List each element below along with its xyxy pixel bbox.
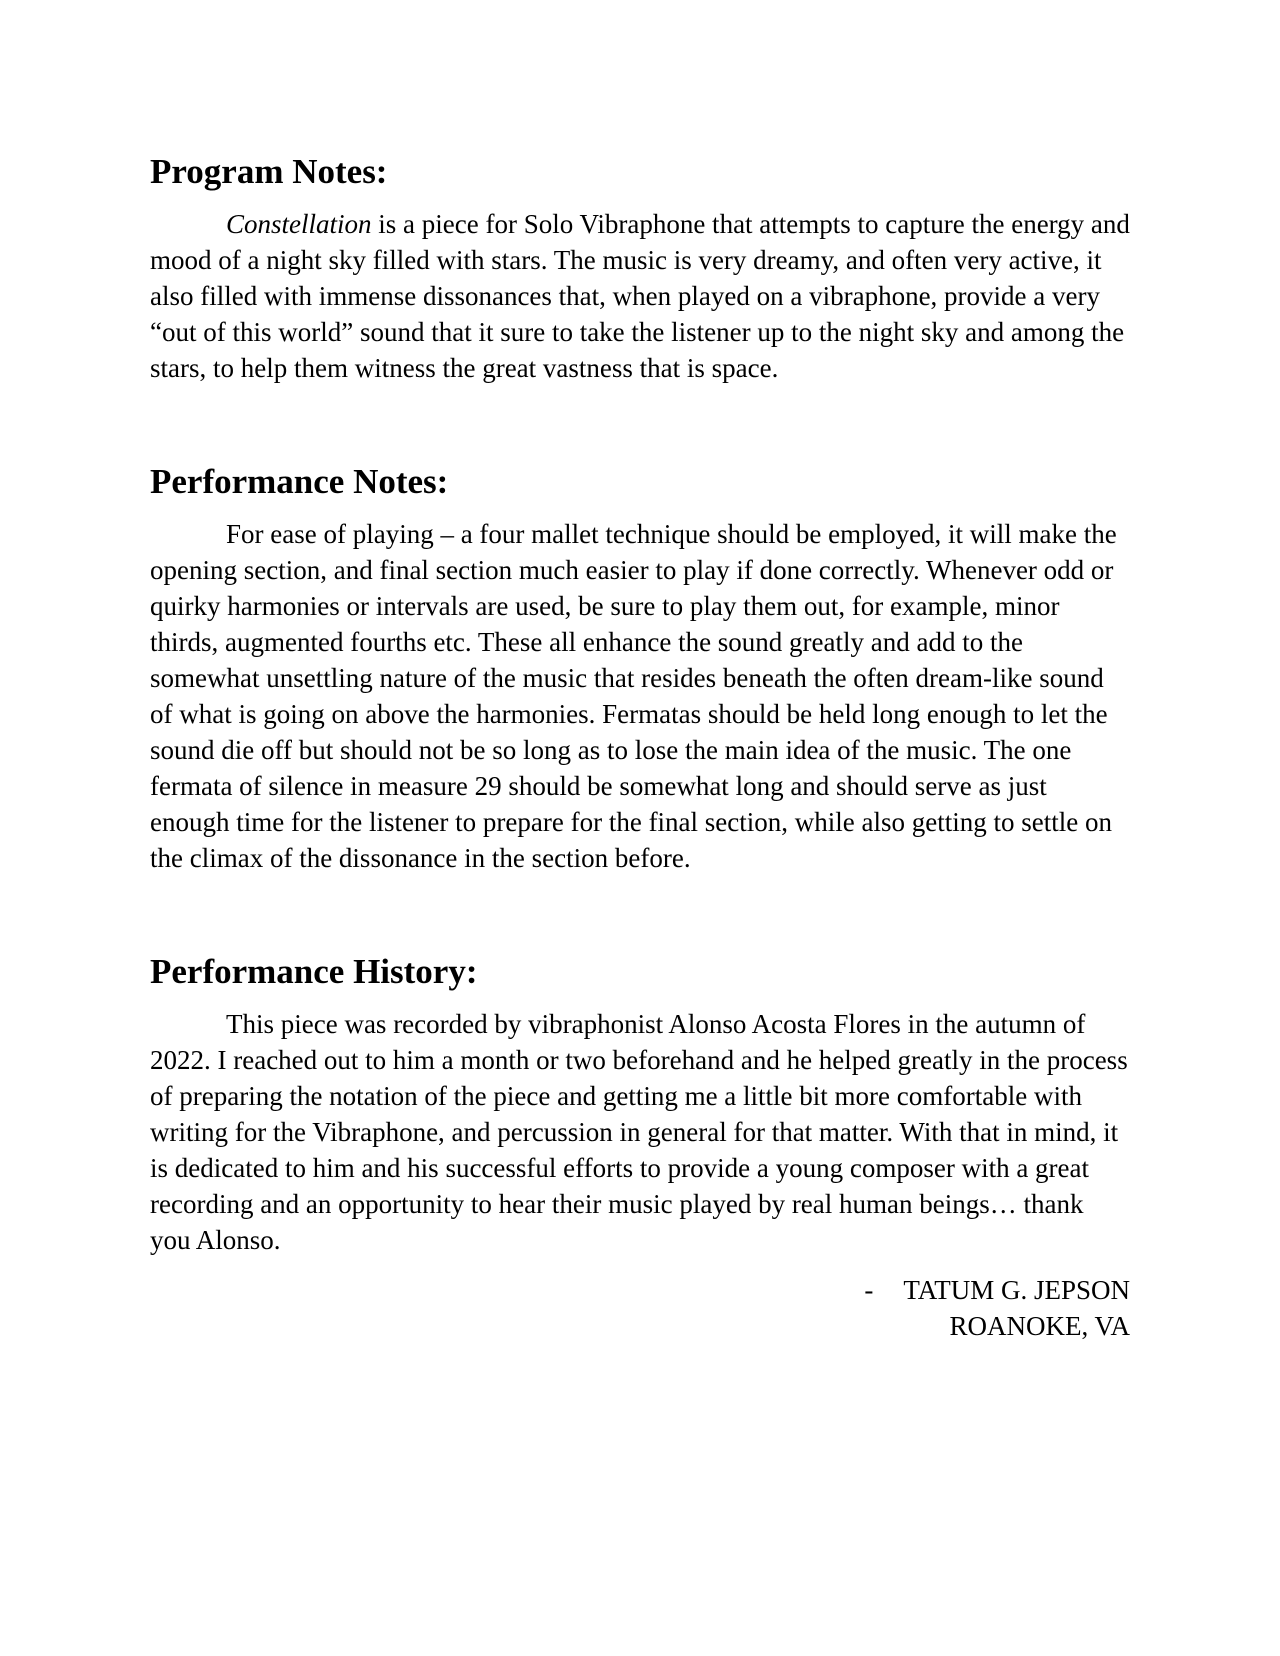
program-notes-section [150, 150, 1130, 386]
signature-name: TATUM G. JEPSON [903, 1275, 1130, 1305]
signature-name-line [150, 1272, 1130, 1308]
piece-title: Constellation [226, 209, 372, 239]
program-notes-heading: Program Notes: [150, 152, 388, 191]
performance-notes-paragraph: For ease of playing – a four mallet technique should be employed, it will make the opening section, and final section much easier to play if done correctly. Whenever odd or quirky harmonies or intervals are used, be sure to play them out, for example, minor thirds, augmented fourths etc. These all enhance the sound greatly and add to the somewhat unsettling nature of the music that resides beneath the often dream-like sound of what is going on above the harmonies. Fermatas should be held long enough to let the sound die off but should not be so long as to lose the main idea of the music. The one fermata of silence in measure 29 should be somewhat long and should serve as just enough time for the listener to prepare for the final section, while also getting to settle on the climax of the dissonance in the section before. [150, 519, 1117, 873]
program-notes-paragraph [150, 206, 1130, 386]
performance-history-heading: Performance History: [150, 952, 478, 991]
performance-history-paragraph: This piece was recorded by vibraphonist Alonso Acosta Flores in the autumn of 2022. I reached out to him a month or two beforehand and he helped greatly in the process of preparing the notation of the piece and getting me a little bit more comfortable with writing for the Vibraphone, and percussion in general for that matter. With that in mind, it is dedicated to him and his successful efforts to provide a young composer with a great recording and an opportunity to hear their music played by real human beings… thank you Alonso. [150, 1009, 1128, 1255]
performance-notes-heading: Performance Notes: [150, 462, 449, 501]
performance-history-section [150, 950, 1130, 1258]
signature-block [150, 1272, 1130, 1344]
document-page [150, 150, 1130, 1344]
program-notes-body: is a piece for Solo Vibraphone that attempts to capture the energy and mood of a night sky filled with stars. The music is very dreamy, and often very active, it also filled with immense dissonances that, when played on a vibraphone, provide a very “out of this world” sound that it sure to take the listener up to the night sky and among the stars, to help them witness the great vastness that is space. [150, 209, 1130, 383]
performance-notes-section [150, 460, 1130, 876]
signature-location: ROANOKE, VA [949, 1311, 1130, 1341]
signature-dash: - [864, 1275, 874, 1305]
